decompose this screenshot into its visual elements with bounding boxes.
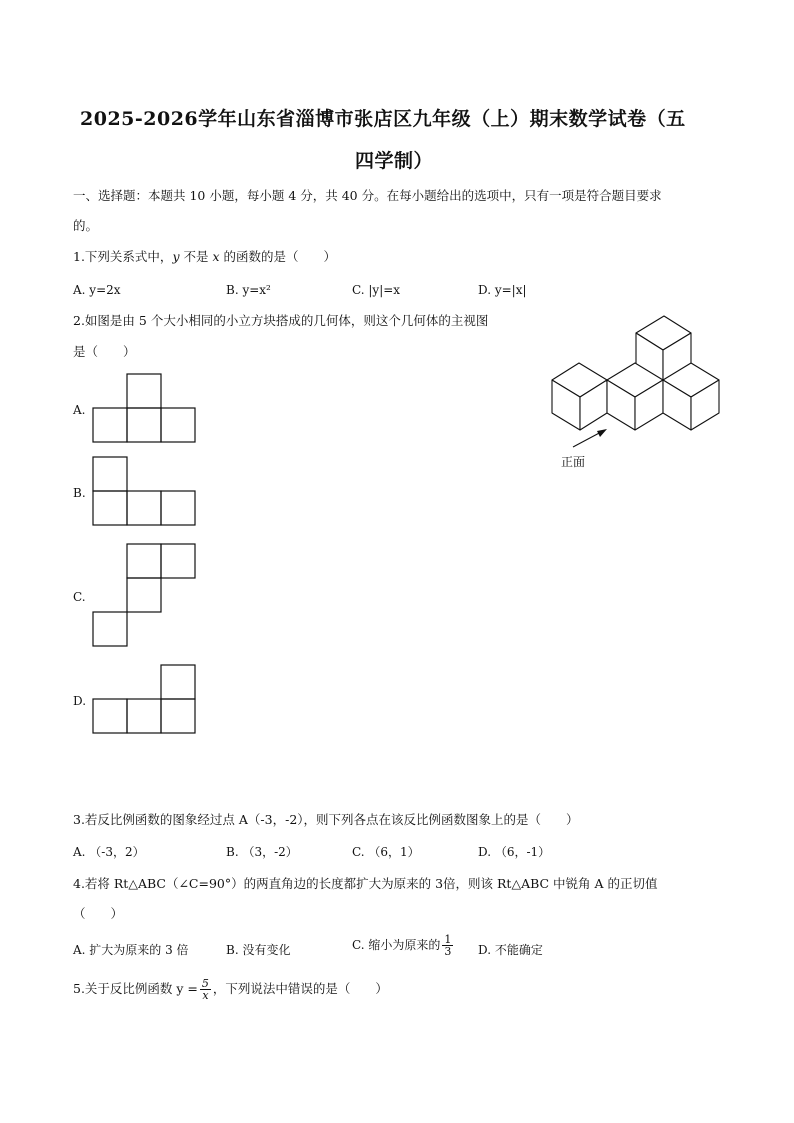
q1-option-c: C. |y|=x bbox=[352, 283, 401, 297]
q4-stem-line1: 4.若将 Rt△ABC（∠C=90°）的两直角边的长度都扩大为原来的 3倍，则该 Rt△ABC 中锐角 A 的正切值 bbox=[73, 876, 658, 891]
q2-option-b-label: B. bbox=[73, 486, 86, 500]
q4-option-d: D. 不能确定 bbox=[478, 943, 543, 957]
q3-option-c: C. （6，1） bbox=[352, 845, 420, 859]
q5-stem bbox=[73, 978, 388, 1001]
q4-option-a: A. 扩大为原来的 3 倍 bbox=[73, 943, 189, 957]
q4-option-c-text: C. 缩小为原来的 bbox=[352, 938, 441, 952]
q2-option-c-figure bbox=[92, 543, 198, 649]
q2-stem-line2: 是（ ） bbox=[73, 344, 136, 359]
q5-stem-b: ，下列说法中错误的是（ ） bbox=[212, 981, 388, 996]
q1-option-b: B. y=x² bbox=[226, 283, 271, 297]
q4-option-b: B. 没有变化 bbox=[226, 943, 291, 957]
q4-fraction-num: 1 bbox=[444, 933, 452, 946]
q2-option-a-label: A. bbox=[73, 403, 86, 417]
q3-option-d: D. （6，-1） bbox=[478, 845, 551, 859]
q2-option-b-figure bbox=[92, 456, 198, 528]
section1-heading-line2: 的。 bbox=[73, 218, 99, 233]
q1-stem-a: 1.下列关系式中， bbox=[73, 249, 173, 264]
q2-stem-line1: 2.如图是由 5 个大小相同的小立方块搭成的几何体，则这个几何体的主视图 bbox=[73, 313, 489, 328]
q3-option-a: A. （-3，2） bbox=[73, 845, 145, 859]
q1-option-a: A. y=2x bbox=[73, 283, 121, 297]
front-arrow-head bbox=[597, 429, 607, 437]
q1-option-d: D. y=|x| bbox=[478, 283, 527, 297]
front-view-label: 正面 bbox=[561, 455, 586, 469]
page-title-line2: 四学制） bbox=[355, 150, 434, 172]
q4-stem-line2: （ ） bbox=[73, 906, 124, 921]
q1-var-x: x bbox=[212, 249, 220, 264]
q2-option-c-label: C. bbox=[73, 590, 86, 604]
q2-option-a-figure bbox=[92, 373, 198, 445]
q1-stem-b: 不是 bbox=[179, 249, 213, 264]
q4-option-c bbox=[352, 934, 455, 957]
q4-fraction-den: 3 bbox=[444, 945, 452, 958]
section1-heading-line1: 一、选择题：本题共 10 小题，每小题 4 分，共 40 分。在每小题给出的选项中，只有一项是符合题目要求 bbox=[73, 188, 662, 203]
q5-stem-a: 5.关于反比例函数 y = bbox=[73, 981, 198, 996]
q2-option-d-label: D. bbox=[73, 694, 87, 708]
q5-fraction bbox=[200, 978, 211, 1001]
q2-option-d-figure bbox=[92, 664, 198, 736]
q4-fraction bbox=[442, 934, 453, 957]
q1-stem-c: 的函数的是（ ） bbox=[219, 249, 336, 264]
q3-stem: 3.若反比例函数的图象经过点 A（-3，-2），则下列各点在该反比例函数图象上的是（ ） bbox=[73, 812, 579, 827]
page-title-line1: 2025-2026学年山东省淄博市张店区九年级（上）期末数学试卷（五 bbox=[80, 108, 686, 130]
q1-var-y: y bbox=[172, 249, 180, 264]
q1-stem bbox=[73, 249, 336, 265]
q3-option-b: B. （3，-2） bbox=[226, 845, 298, 859]
q5-fraction-den: x bbox=[202, 989, 209, 1002]
q5-fraction-num: 5 bbox=[201, 977, 209, 990]
